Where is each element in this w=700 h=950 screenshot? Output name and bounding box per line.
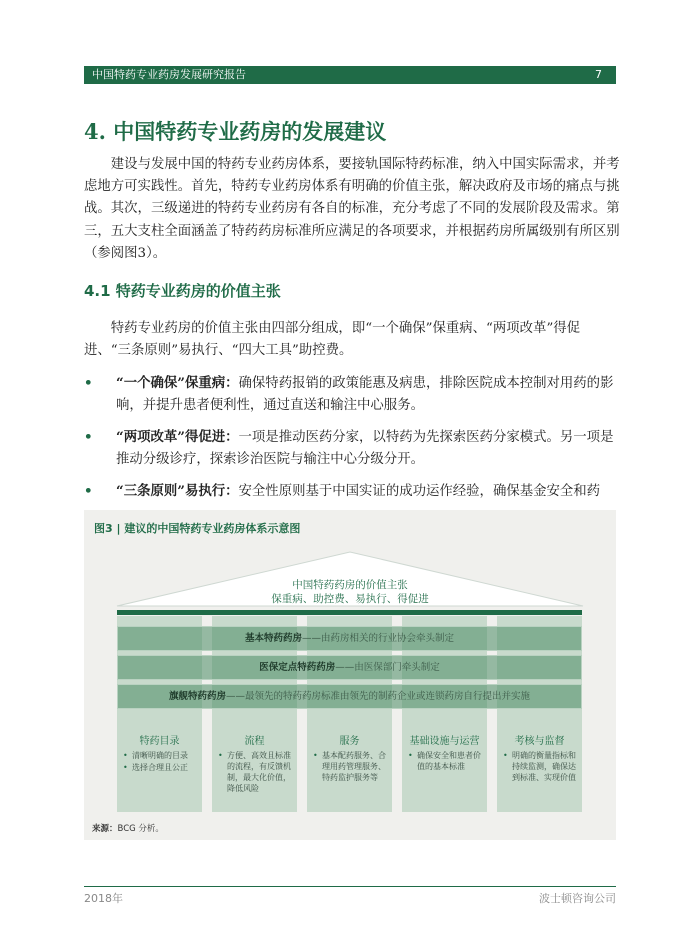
subsection-paragraph: 特药专业药房的价值主张由四部分组成，即“一个确保”保重病、“两项改革”得促进、“三条原则”易执行、“四大工具”助控费。: [84, 321, 581, 359]
footer-company: 波士顿咨询公司: [539, 892, 616, 905]
running-header: [84, 66, 616, 84]
bullet-text: 一项是推动医药分家，以特药为先探索医药分家模式。另一项是推动分级诊疗，探索诊治医院与输注中心分级分开。: [116, 430, 614, 468]
pillar-list: [218, 750, 296, 795]
footer-divider: [84, 886, 616, 887]
pillar-list-item: • 明确的衡量指标和持续监测，确保达到标准、实现价值: [503, 750, 581, 783]
tier-desc: ——由药房相关的行业协会牵头制定: [302, 633, 455, 644]
bullet-lead: “一个确保”保重病：: [116, 375, 239, 391]
pillar-title: 服务: [339, 736, 360, 747]
tier-name: 旗舰特药药房: [168, 691, 226, 702]
bullet-dot-icon: •: [84, 429, 93, 445]
pillar-list-item: • 基本配药服务、合理用药管理服务、特药监护服务等: [313, 750, 391, 783]
bullet-item: [84, 426, 624, 471]
pillar-list: [313, 750, 391, 784]
source-label: 来源：: [92, 824, 118, 834]
pillar-list: [408, 750, 486, 773]
roof-line-1: 中国特药药房的价值主张: [292, 579, 408, 591]
page-number: 7: [595, 68, 602, 81]
pillar-title: 特药目录: [139, 736, 180, 747]
bullet-text: 安全性原则基于中国实证的成功运作经验，确保基金安全和药: [238, 484, 601, 499]
footer-year: 2018年: [84, 892, 123, 905]
section-title: 4. 中国特药专业药房的发展建议: [84, 119, 387, 144]
figure-source: [92, 822, 164, 834]
tier-band: [117, 626, 582, 651]
tier-band: [117, 655, 582, 680]
bullet-dot-icon: •: [84, 483, 93, 499]
figure-title: 图3 | 建议的中国特药专业药房体系示意图: [94, 522, 301, 535]
report-title: 中国特药专业药房发展研究报告: [92, 68, 246, 81]
pillar-list-item: • 确保安全和患者价值的基本标准: [408, 750, 486, 772]
tier-desc: ——最领先的特药药房标准由领先的制药企业或连锁药房自行提出并实施: [226, 691, 531, 702]
bullet-lead: “三条原则”易执行：: [116, 483, 239, 499]
pillar-list-item: • 方便、高效且标准的流程，有反馈机制，最大化价值，降低风险: [218, 750, 296, 794]
bullet-lead: “两项改革”得促进：: [116, 429, 239, 445]
pillar-list-item: • 选择合理且公正: [123, 762, 201, 773]
roof-beam: [117, 610, 582, 615]
pillar-title: 基础设施与运营: [409, 736, 480, 747]
section-paragraph: 建设与发展中国的特药专业药房体系，要接轨国际特药标准，纳入中国实际需求，并考虑地方可实践性。首先，特药专业药房体系有明确的价值主张，解决政府及市场的痛点与挑战。其次，三级递进的特药专业药房有各自的标准，充分考虑了不同的发展阶段及需求。第三，五大支柱全面涵盖了特药药房标准所应满足的各项要求，并根据药房所属级别有所区别（参阅图3）。: [84, 157, 620, 261]
tier-band: [117, 684, 582, 709]
tier-desc: ——由医保部门牵头制定: [335, 662, 440, 673]
tier-name: 基本特药药房: [244, 633, 302, 644]
pillar-list: [503, 750, 581, 784]
bullet-item: [84, 372, 624, 417]
pillar-title: 流程: [244, 736, 265, 747]
bullet-item: [84, 480, 624, 502]
subsection-title: 4.1 特药专业药房的价值主张: [84, 282, 281, 300]
roof-line-2: 保重病、助控费、易执行、得促进: [271, 593, 429, 605]
pillar-list-item: • 清晰明确的目录: [123, 750, 201, 761]
bullet-text: 确保特药报销的政策能惠及病患，排除医院成本控制对用药的影响，并提升患者便利性，通过直送和输注中心服务。: [116, 376, 614, 414]
pillar-list: [123, 750, 201, 774]
bullet-dot-icon: •: [84, 375, 93, 391]
source-text: BCG 分析。: [117, 824, 164, 834]
tier-name: 医保定点特药药房: [259, 662, 336, 673]
pillar-title: 考核与监督: [514, 736, 565, 747]
